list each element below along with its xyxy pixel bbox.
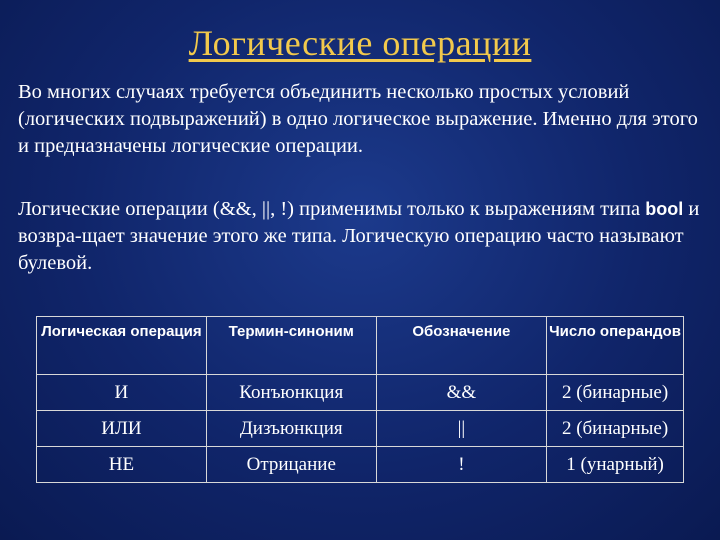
cell-synonym: Конъюнкция bbox=[206, 375, 376, 411]
header-synonym: Термин-синоним bbox=[206, 317, 376, 375]
cell-synonym: Дизъюнкция bbox=[206, 411, 376, 447]
cell-operand-count: 2 (бинарные) bbox=[547, 375, 684, 411]
table-row bbox=[37, 447, 684, 483]
paragraph-text-before: Логические операции (&&, ||, !) применимы только к выражениям типа bbox=[18, 198, 646, 220]
cell-notation: ! bbox=[376, 447, 546, 483]
cell-operand-count: 1 (унарный) bbox=[547, 447, 684, 483]
cell-synonym: Отрицание bbox=[206, 447, 376, 483]
paragraph-text-after: и возвра-щает значение этого же типа. Логическую операцию часто называют булевой. bbox=[18, 198, 700, 274]
cell-operand-count: 2 (бинарные) bbox=[547, 411, 684, 447]
cell-operation: НЕ bbox=[37, 447, 207, 483]
cell-notation: && bbox=[376, 375, 546, 411]
header-operation: Логическая операция bbox=[37, 317, 207, 375]
cell-notation: || bbox=[376, 411, 546, 447]
bool-keyword: bool bbox=[645, 199, 684, 219]
header-notation: Обозначение bbox=[376, 317, 546, 375]
table-row bbox=[37, 411, 684, 447]
slide-title: Логические операции bbox=[188, 23, 532, 63]
table-row bbox=[37, 375, 684, 411]
cell-operation: ИЛИ bbox=[37, 411, 207, 447]
intro-paragraph: Во многих случаях требуется объединить несколько простых условий (логических подвыражений) в одно логическое выражение. Именно для этого и предназначены логические операции. bbox=[18, 81, 698, 157]
table-header-row bbox=[37, 317, 684, 375]
logic-operations-table bbox=[36, 316, 684, 483]
header-operand-count: Число операндов bbox=[547, 317, 684, 375]
cell-operation: И bbox=[37, 375, 207, 411]
operations-paragraph bbox=[18, 196, 708, 277]
